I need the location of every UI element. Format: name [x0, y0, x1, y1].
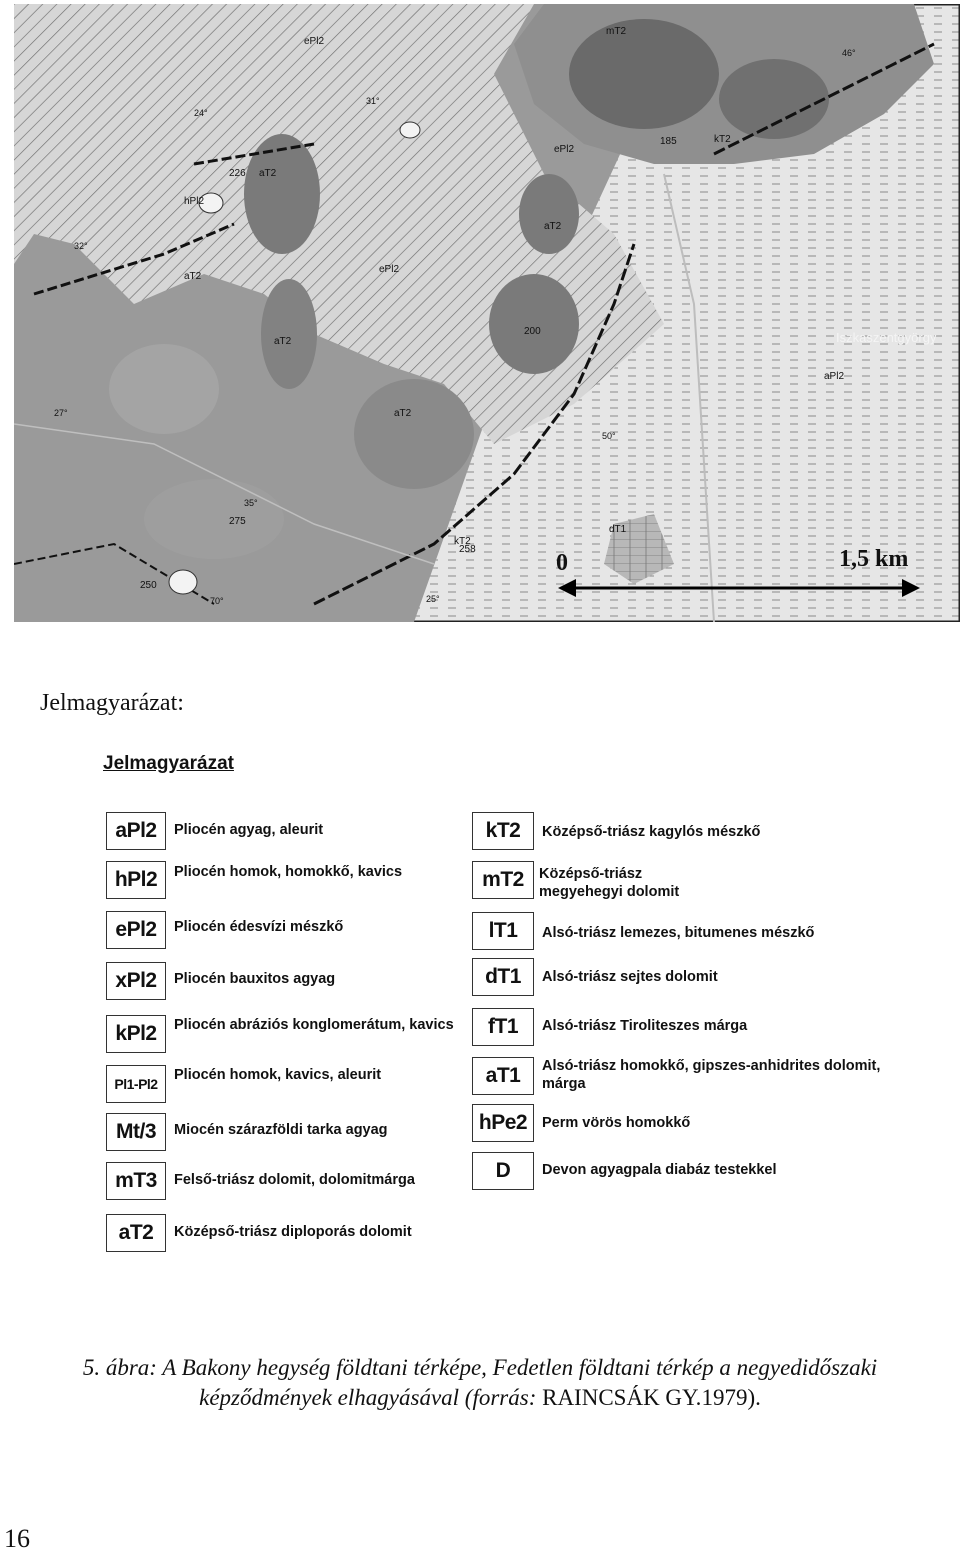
legend-code: hPl2 [106, 861, 166, 899]
dolomite-blob [109, 344, 219, 434]
formation-label: aT2 [184, 271, 202, 282]
dolomite-blob [261, 279, 317, 389]
dolomite-blob [144, 479, 284, 559]
legend-desc: Perm vörös homokkő [542, 1115, 691, 1131]
geological-map [14, 4, 960, 622]
formation-label: kT2 [714, 134, 731, 145]
legend-desc: Felső-triász dolomit, dolomitmárga [174, 1172, 415, 1188]
legend-code: hPe2 [472, 1104, 534, 1142]
scale-start-label: 0 [556, 550, 568, 576]
formation-label: dT1 [609, 524, 627, 535]
formation-label: ePl2 [379, 264, 400, 275]
legend-desc: Középső-triász kagylós mészkő [542, 824, 761, 840]
dolomite-blob [244, 134, 320, 254]
caption-author: RAINCSÁK GY. [542, 1385, 702, 1410]
altitude-mark: 250 [140, 580, 157, 591]
legend-code: aPl2 [106, 812, 166, 850]
legend-desc: Pliocén homok, kavics, aleurit [174, 1067, 382, 1083]
legend-desc: Devon agyagpala diabáz testekkel [542, 1162, 777, 1178]
legend-heading: Jelmagyarázat: [40, 690, 184, 716]
formation-label: kT2 [454, 536, 471, 547]
formation-label: hPl2 [184, 196, 205, 207]
legend-code: kT2 [472, 812, 534, 850]
legend-desc: Pliocén abráziós konglomerátum, kavics [174, 1017, 454, 1033]
legend-code: xPl2 [106, 962, 166, 1000]
caption-line-2 [0, 1383, 960, 1413]
formation-label: aT2 [259, 168, 277, 179]
dip-mark: 31° [366, 96, 380, 106]
dip-mark: 50° [602, 431, 616, 441]
altitude-mark: 226 [229, 168, 246, 179]
legend-code: dT1 [472, 958, 534, 996]
legend-code: ePl2 [106, 911, 166, 949]
page-number: 16 [4, 1524, 30, 1553]
legend-code: fT1 [472, 1008, 534, 1046]
formation-label: aT2 [394, 408, 412, 419]
legend-desc: Pliocén homok, homokkő, kavics [174, 864, 403, 880]
formation-label: aT2 [544, 221, 562, 232]
dolomite-blob [354, 379, 474, 489]
legend-code: Mt/3 [106, 1113, 166, 1151]
legend-code: mT3 [106, 1162, 166, 1200]
formation-label: ePl2 [554, 144, 575, 155]
legend-desc: Alsó-triász sejtes dolomit [542, 969, 718, 985]
caption-line-2-text: képződmények elhagyásával (forrás: [199, 1385, 543, 1410]
formation-label: ePl2 [304, 36, 325, 47]
dolomite-blob [489, 274, 579, 374]
figure-caption [0, 1353, 960, 1413]
altitude-mark: 258 [459, 544, 476, 555]
caption-year: 1979). [701, 1385, 761, 1410]
dolomite-blob [519, 174, 579, 254]
altitude-mark: 200 [524, 326, 541, 337]
legend-code: D [472, 1152, 534, 1190]
legend-desc: Alsó-triász Tiroliteszes márga [542, 1018, 748, 1034]
dolomite-blob [719, 59, 829, 139]
dip-mark: 70° [210, 596, 224, 606]
dip-mark: 32° [74, 241, 88, 251]
caption-line-1: 5. ábra: A Bakony hegység földtani térképe, Fedetlen földtani térkép a negyedidőszaki [82, 1355, 878, 1380]
dip-mark: 35° [244, 498, 258, 508]
map-canvas [14, 4, 960, 622]
formation-label: aPl2 [824, 371, 845, 382]
legend-desc: Alsó-triász homokkő, gipszes-anhidrites dolomit, márga [542, 1058, 881, 1092]
legend-desc: Pliocén édesvízi mészkő [174, 919, 344, 935]
legend-code: lT1 [472, 912, 534, 950]
legend-code: kPl2 [106, 1015, 166, 1053]
legend-code: Pl1-Pl2 [106, 1065, 166, 1103]
scale-end-label: 1,5 km [839, 546, 909, 572]
legend-desc: Alsó-triász lemezes, bitumenes mészkő [542, 925, 815, 941]
legend-desc: Miocén szárazföldi tarka agyag [174, 1122, 388, 1138]
dip-mark: 27° [54, 408, 68, 418]
formation-label: mT2 [606, 26, 626, 37]
altitude-mark: 185 [660, 136, 677, 147]
dip-mark: 24° [194, 108, 208, 118]
legend-code: aT1 [472, 1057, 534, 1095]
place-name: Iszkaszentgyörgy [836, 330, 937, 345]
dolomite-blob [569, 19, 719, 129]
legend-code: aT2 [106, 1214, 166, 1252]
legend-desc: Pliocén agyag, aleurit [174, 822, 324, 838]
dip-mark: 46° [842, 48, 856, 58]
formation-label: aT2 [274, 336, 292, 347]
legend-subheading: Jelmagyarázat [103, 753, 234, 774]
white-patch [169, 570, 197, 594]
white-patch [400, 122, 420, 138]
dip-mark: 25° [426, 594, 440, 604]
legend-desc: Középső-triász diploporás dolomit [174, 1224, 412, 1240]
legend-desc: Pliocén bauxitos agyag [174, 971, 336, 987]
legend-code: mT2 [472, 861, 534, 899]
altitude-mark: 275 [229, 516, 246, 527]
legend-desc: Középső-triász megyehegyi dolomit [539, 866, 680, 900]
